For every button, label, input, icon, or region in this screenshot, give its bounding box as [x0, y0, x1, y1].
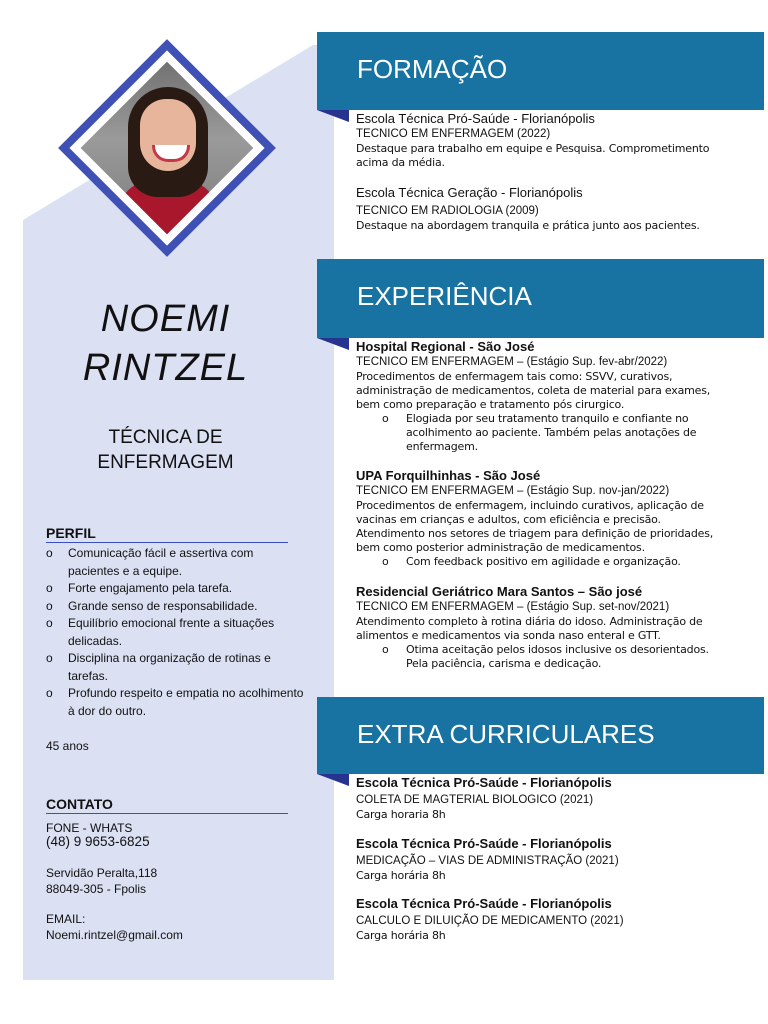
role-title: TECNICO EM ENFERMAGEM –: [356, 356, 524, 368]
phone-number: (48) 9 9653-6825: [46, 834, 150, 849]
extra-band: [317, 697, 764, 774]
role-period: (Estágio Sup. nov-jan/2022): [523, 485, 670, 497]
role-line-1: TÉCNICA DE: [108, 427, 223, 448]
course-name: TECNICO EM ENFERMAGEM (2022): [356, 128, 551, 140]
list-item: [46, 650, 304, 685]
perfil-list: [46, 545, 304, 720]
highlight-text: Elogiada por seu tratamento tranquilo e confiante no acolhimento ao paciente. Também pelas anotações de enfermagem.: [406, 412, 697, 453]
course-description: Destaque para trabalho em equipe e Pesquisa. Comprometimento acima da média.: [356, 142, 710, 169]
list-bullet: o: [46, 616, 53, 630]
perfil-item-text: Profundo respeito e empatia no acolhimento à dor do outro.: [68, 686, 304, 718]
list-item: [46, 685, 304, 720]
list-bullet: o: [46, 546, 53, 560]
sub-bullet: o: [382, 412, 389, 425]
extra-entry-2: [356, 836, 726, 883]
extra-entry-1: [356, 775, 726, 822]
address-line-1: Servidão Peralta,118: [46, 866, 158, 880]
experiencia-band-tab: [317, 338, 349, 350]
course-hours: Carga horaria 8h: [356, 808, 446, 821]
list-item: [46, 580, 304, 598]
course-name: COLETA DE MAGTERIAL BIOLOGICO (2021): [356, 794, 594, 806]
list-bullet: o: [46, 651, 53, 665]
perfil-item-text: Forte engajamento pela tarefa.: [68, 581, 233, 595]
list-item: [46, 545, 304, 580]
institution-name: Escola Técnica Pró-Saúde - Florianópolis: [356, 836, 612, 851]
name-last: RINTZEL: [82, 347, 249, 389]
role-highlight: [356, 412, 726, 454]
course-name: MEDICAÇÃO – VIAS DE ADMINISTRAÇÃO (2021): [356, 855, 619, 867]
experiencia-title: EXPERIÊNCIA: [357, 281, 532, 311]
formacao-band: [317, 32, 764, 110]
role-description: Procedimentos de enfermagem tais como: SSVV, curativos, administração de medicamentos, coleta de material para exames, bem como preparação e tratamento pós cirurgico.: [356, 370, 711, 411]
list-bullet: o: [46, 686, 53, 700]
role-highlight: [356, 643, 726, 671]
institution-name: Escola Técnica Pró-Saúde - Florianópolis: [356, 775, 612, 790]
role-period: (Estágio Sup. fev-abr/2022): [523, 356, 668, 368]
role-line-2: ENFERMAGEM: [97, 452, 234, 473]
role-description: Procedimentos de enfermagem, incluindo curativos, aplicação de vacinas em crianças e adultos, com eficiência e precisão. Atendimento nos setores de triagem para definição de prioridades, bem como posterior administração de medicamentos.: [356, 499, 714, 554]
highlight-text: Otima aceitação pelos idosos inclusive os desorientados. Pela paciência, carisma e dedicação.: [406, 643, 709, 670]
institution-name: Escola Técnica Geração - Florianópolis: [356, 185, 583, 200]
phone-label: FONE - WHATS: [46, 821, 133, 835]
perfil-item-text: Equilíbrio emocional frente a situações delicadas.: [68, 616, 275, 648]
list-bullet: o: [46, 581, 53, 595]
course-name: CALCULO E DILUIÇÃO DE MEDICAMENTO (2021): [356, 915, 624, 927]
email-label: EMAIL:: [46, 912, 86, 926]
perfil-heading: PERFIL: [46, 525, 288, 543]
course-hours: Carga horária 8h: [356, 929, 446, 942]
name-first: NOEMI: [100, 298, 231, 340]
institution-name: Escola Técnica Pró-Saúde - Florianópolis: [356, 896, 612, 911]
highlight-text: Com feedback positivo em agilidade e organização.: [406, 555, 681, 568]
address-line-2: 88049-305 - Fpolis: [46, 882, 147, 896]
perfil-item-text: Disciplina na organização de rotinas e tarefas.: [68, 651, 271, 683]
role-period: (Estágio Sup. set-nov/2021): [523, 601, 670, 613]
institution-name: Escola Técnica Pró-Saúde - Florianópolis: [356, 111, 595, 126]
role-description: Atendimento completo à rotina diária do idoso. Administração de alimentos e medicamentos via sonda naso enteral e GTT.: [356, 615, 703, 642]
formacao-band-tab: [317, 110, 349, 122]
sub-bullet: o: [382, 555, 389, 568]
experiencia-entry-2: [356, 468, 726, 569]
extra-entry-3: [356, 896, 726, 943]
profile-photo: [81, 62, 254, 235]
role-title: TECNICO EM ENFERMAGEM –: [356, 485, 524, 497]
contato-heading: CONTATO: [46, 796, 288, 814]
course-description: Destaque na abordagem tranquila e prática junto aos pacientes.: [356, 219, 700, 232]
institution-name: Residencial Geriátrico Mara Santos – São josé: [356, 584, 643, 599]
experiencia-entry-3: [356, 584, 726, 671]
age-text: 45 anos: [46, 739, 89, 753]
role-title: TECNICO EM ENFERMAGEM –: [356, 601, 524, 613]
sub-bullet: o: [382, 643, 389, 656]
perfil-item-text: Grande senso de responsabilidade.: [68, 598, 258, 613]
list-item: [46, 615, 304, 650]
institution-name: Hospital Regional - São José: [356, 339, 535, 354]
email-address: Noemi.rintzel@gmail.com: [46, 928, 183, 942]
list-bullet: o: [46, 598, 53, 613]
perfil-item-text: Comunicação fácil e assertiva com pacientes e a equipe.: [68, 546, 254, 578]
list-item: [46, 598, 304, 616]
institution-name: UPA Forquilhinhas - São José: [356, 468, 541, 483]
formacao-entry-2: [356, 185, 726, 233]
formacao-title: FORMAÇÃO: [357, 54, 508, 84]
formacao-entry-1: [356, 111, 726, 170]
role-highlight: [356, 555, 726, 569]
course-name: TECNICO EM RADIOLOGIA (2009): [356, 205, 539, 217]
extra-title: EXTRA CURRICULARES: [357, 719, 655, 749]
extra-band-tab: [317, 774, 349, 786]
profile-photo-frame: [68, 58, 268, 240]
course-hours: Carga horária 8h: [356, 869, 446, 882]
experiencia-entry-1: [356, 339, 726, 454]
experiencia-band: [317, 259, 764, 338]
